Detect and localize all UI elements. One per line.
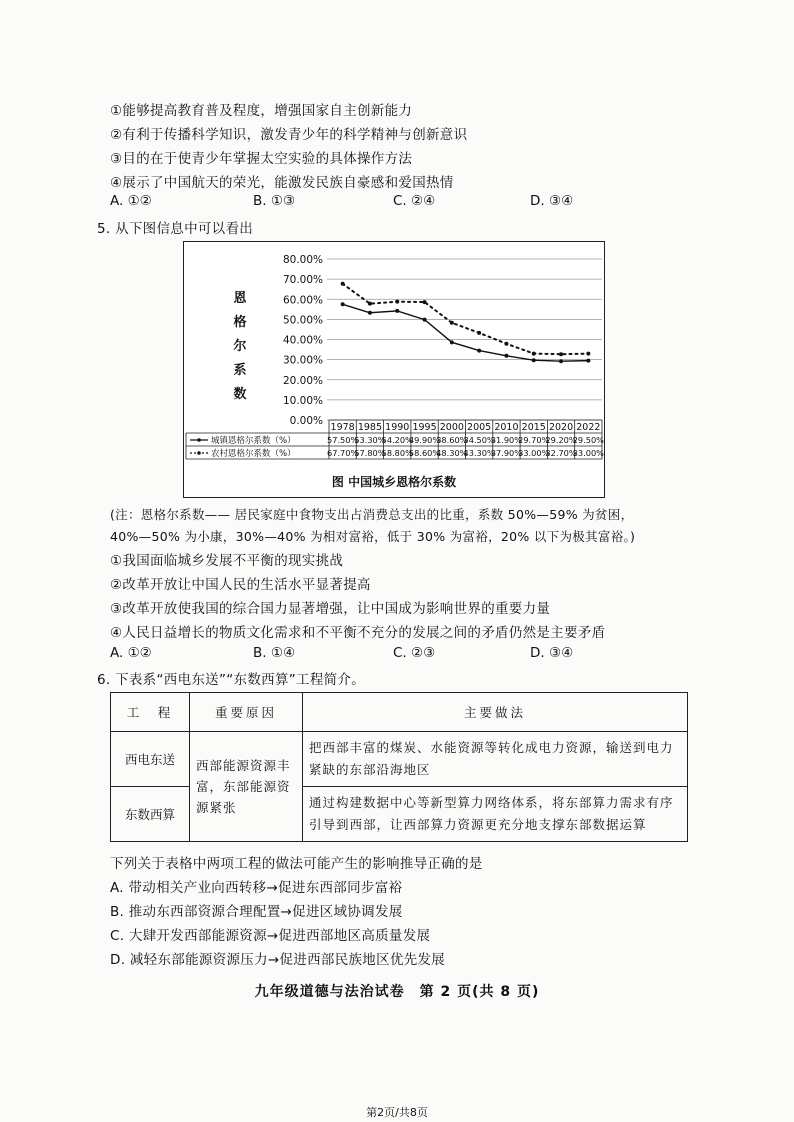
series-point	[586, 352, 590, 356]
page-number: 第2页/共8页	[366, 1106, 428, 1119]
series-point	[532, 352, 536, 356]
q5-choice-d: D. ③④	[530, 645, 574, 661]
data-label: 53.30%	[354, 435, 386, 445]
data-label: 58.60%	[408, 448, 441, 458]
chart-y-label	[232, 287, 248, 407]
q4-choice-b: B. ①③	[253, 193, 296, 209]
y-tick-label: 20.00%	[282, 374, 323, 387]
engel-chart	[183, 241, 605, 498]
table-header-row	[111, 693, 688, 732]
data-label: 43.30%	[463, 448, 495, 458]
data-label: 37.90%	[490, 448, 523, 458]
chart-y-label-char: 系	[233, 363, 247, 378]
q6-option-b: B. 推动东西部资源合理配置→促进区域协调发展	[110, 904, 403, 920]
table-header-reason: 重要原因	[190, 693, 303, 732]
y-tick-label: 0.00%	[289, 415, 323, 427]
series-point	[450, 321, 454, 325]
y-tick-label: 10.00%	[282, 394, 323, 407]
legend-label: 农村恩格尔系数（%）	[211, 449, 296, 459]
series-point	[450, 340, 454, 344]
q4-option-4: ④展示了中国航天的荣光，能激发民族自豪感和爱国热情	[110, 175, 454, 191]
table-header-method: 主要做法	[303, 693, 688, 732]
legend-marker	[197, 451, 201, 455]
data-label: 38.60%	[436, 435, 468, 445]
q4-option-1: ①能够提高教育普及程度，增强国家自主创新能力	[110, 103, 413, 119]
legend-label: 城镇恩格尔系数（%）	[211, 436, 296, 446]
series-point	[368, 311, 372, 315]
series-point	[395, 309, 399, 313]
data-label: 33.00%	[572, 448, 604, 458]
data-label: 67.70%	[327, 448, 359, 458]
series-point	[559, 359, 563, 363]
data-label: 31.90%	[490, 435, 523, 445]
q4-choice-c: C. ②④	[393, 193, 436, 209]
chart-y-label-char: 恩	[233, 291, 247, 306]
table-cell-project-1: 西电东送	[111, 732, 190, 787]
chart-title: 图 中国城乡恩格尔系数	[331, 475, 457, 489]
x-tick-label: 2020	[548, 422, 574, 433]
chart-y-label-char: 数	[233, 387, 247, 402]
series-point	[477, 349, 481, 353]
x-tick-label: 2010	[494, 422, 519, 433]
series-point	[368, 302, 372, 306]
q4-choice-a: A. ①②	[110, 193, 152, 209]
series-point	[586, 359, 590, 363]
data-label: 29.70%	[518, 435, 550, 445]
y-tick-label: 40.00%	[282, 334, 323, 347]
data-label: 57.80%	[354, 448, 386, 458]
x-tick-label: 2000	[439, 422, 464, 433]
y-tick-label: 60.00%	[282, 294, 323, 307]
q6-option-d: D. 减轻东部能源资源压力→促进西部民族地区优先发展	[110, 952, 446, 968]
x-tick-label: 1990	[385, 422, 410, 433]
y-tick-label: 30.00%	[282, 354, 323, 367]
data-label: 57.50%	[327, 435, 359, 445]
q4-option-3: ③目的在于使青少年掌握太空实验的具体操作方法	[110, 151, 413, 167]
data-label: 29.50%	[572, 435, 604, 445]
series-point	[504, 342, 508, 346]
legend-marker	[197, 438, 201, 442]
data-label: 29.20%	[545, 435, 577, 445]
series-point	[341, 282, 345, 286]
q5-choice-c: C. ②③	[393, 645, 436, 661]
x-tick-label: 1985	[357, 422, 383, 433]
q6-question: 下列关于表格中两项工程的做法可能产生的影响推导正确的是	[110, 856, 483, 872]
data-label: 58.80%	[381, 448, 413, 458]
q5-note-2: 40%—50% 为小康，30%—40% 为相对富裕，低于 30% 为富裕，20% 以下为极其富裕。)	[110, 529, 636, 544]
table-cell-project-2: 东数西算	[111, 787, 190, 842]
data-label: 34.50%	[463, 435, 495, 445]
chart-y-label-char: 格	[233, 315, 247, 330]
table-header-project: 工 程	[111, 693, 190, 732]
data-label: 54.20%	[381, 435, 413, 445]
data-label: 32.70%	[545, 448, 577, 458]
series-point	[559, 352, 563, 356]
q5-choice-b: B. ①④	[253, 645, 296, 661]
page-footer: 九年级道德与法治试卷 第 2 页(共 8 页)	[254, 984, 540, 1000]
table-cell-reason: 西部能源资源丰富，东部能源资源紧张	[190, 732, 303, 842]
series-point	[423, 318, 427, 322]
y-tick-label: 80.00%	[282, 254, 323, 266]
x-tick-label: 2022	[576, 422, 601, 433]
series-point	[504, 354, 508, 358]
q5-option-2: ②改革开放让中国人民的生活水平显著提高	[110, 577, 371, 593]
q6-option-a: A. 带动相关产业向西转移→促进东西部同步富裕	[110, 880, 403, 896]
table-row	[111, 732, 688, 787]
q5-option-4: ④人民日益增长的物质文化需求和不平衡不充分的发展之间的矛盾仍然是主要矛盾	[110, 625, 606, 641]
q5-note-1: (注：恩格尔系数—— 居民家庭中食物支出占消费总支出的比重，系数 50%—59% 为贫困，	[110, 507, 634, 522]
q4-choice-d: D. ③④	[530, 193, 574, 209]
x-tick-label: 1978	[330, 422, 355, 433]
x-tick-label: 1995	[412, 422, 437, 433]
data-label: 33.00%	[518, 448, 550, 458]
data-label: 49.90%	[408, 435, 441, 445]
series-line	[343, 284, 589, 354]
series-line	[343, 304, 589, 361]
series-point	[341, 302, 345, 306]
data-label: 48.30%	[436, 448, 468, 458]
y-tick-label: 50.00%	[282, 314, 323, 327]
q6-title: 6. 下表系“西电东送”“东数西算”工程简介。	[97, 672, 366, 688]
table-cell-method-1: 把西部丰富的煤炭、水能资源等转化成电力资源，输送到电力紧缺的东部沿海地区	[303, 732, 688, 787]
q5-title: 5. 从下图信息中可以看出	[97, 221, 254, 237]
q6-option-c: C. 大肆开发西部能源资源→促进西部地区高质量发展	[110, 928, 431, 944]
projects-table	[110, 692, 688, 842]
series-point	[423, 300, 427, 304]
q5-option-3: ③改革开放使我国的综合国力显著增强，让中国成为影响世界的重要力量	[110, 601, 551, 617]
y-tick-label: 70.00%	[282, 274, 323, 287]
x-tick-label: 2015	[521, 422, 546, 433]
x-tick-label: 2005	[467, 422, 492, 433]
q5-choice-a: A. ①②	[110, 645, 152, 661]
q4-option-2: ②有利于传播科学知识，激发青少年的科学精神与创新意识	[110, 127, 468, 143]
table-cell-method-2: 通过构建数据中心等新型算力网络体系，将东部算力需求有序引导到西部，让西部算力资源更充分地支撑东部数据运算	[303, 787, 688, 842]
q5-option-1: ①我国面临城乡发展不平衡的现实挑战	[110, 553, 344, 569]
series-point	[532, 358, 536, 362]
series-point	[395, 300, 399, 304]
series-point	[477, 331, 481, 335]
chart-y-label-char: 尔	[233, 339, 247, 354]
